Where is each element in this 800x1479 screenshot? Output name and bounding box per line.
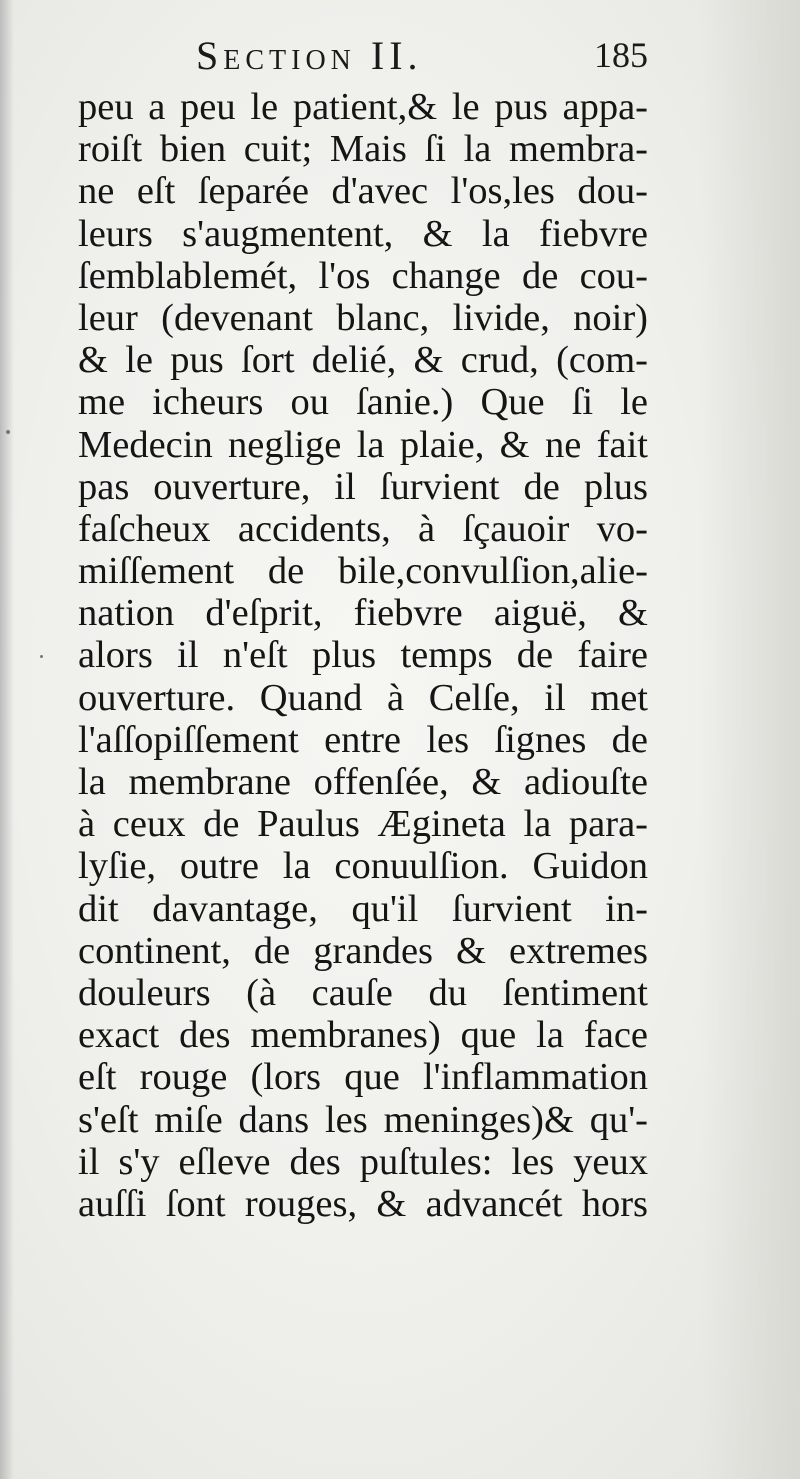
text-line-1: peu a peu le patient,& le pus appa- bbox=[78, 86, 648, 128]
text-line-21: continent, de grandes & extremes bbox=[78, 929, 648, 972]
page-gutter-shadow bbox=[0, 0, 14, 1479]
text-line-9: Medecin neglige la plaie, & ne fait bbox=[78, 423, 648, 466]
text-line-18: à ceux de Paulus Ægineta la para- bbox=[78, 803, 648, 846]
text-line-8: me icheurs ou ſanie.) Que ſi le bbox=[78, 381, 648, 424]
facing-page-bleed bbox=[700, 0, 800, 1479]
text-line-2: roiſt bien cuit; Mais ſi la membra- bbox=[78, 128, 648, 171]
text-line-19: lyſie, outre la conuulſion. Guidon bbox=[78, 845, 648, 888]
text-line-13: nation d'eſprit, fiebvre aiguë, & bbox=[78, 592, 648, 635]
text-line-16: l'aſſopiſſement entre les ſignes de bbox=[78, 718, 648, 761]
text-line-5: ſemblablemét, l'os change de cou- bbox=[78, 254, 648, 297]
text-line-27: auſſi ſont rouges, & advancét hors bbox=[78, 1182, 648, 1225]
text-line-17: la membrane offenſée, & adiouſte bbox=[78, 761, 648, 803]
text-line-3: ne eſt ſeparée d'avec l'os,les dou- bbox=[78, 170, 648, 213]
paper-speck bbox=[40, 655, 43, 658]
text-line-12: miſſement de bile,convulſion,alie- bbox=[78, 550, 648, 593]
text-line-6: leur (devenant blanc, livide, noir) bbox=[78, 296, 648, 339]
text-line-24: eſt rouge (lors que l'inflammation bbox=[78, 1056, 648, 1099]
page-header bbox=[78, 32, 648, 92]
text-line-11: faſcheux accidents, à ſçauoir vo- bbox=[78, 507, 648, 550]
text-line-10: pas ouverture, il ſurvient de plus bbox=[78, 465, 648, 508]
text-line-26: il s'y eſleve des puſtules: les yeux bbox=[78, 1140, 648, 1183]
text-line-25: s'eſt miſe dans les meninges)& qu'- bbox=[78, 1098, 648, 1141]
running-head: Section II. bbox=[196, 33, 423, 78]
body-text bbox=[78, 86, 648, 1225]
text-line-20: dit davantage, qu'il ſurvient in- bbox=[78, 887, 648, 930]
text-line-7: & le pus ſort delié, & crud, (com- bbox=[78, 339, 648, 382]
text-line-22: douleurs (à cauſe du ſentiment bbox=[78, 971, 648, 1014]
text-line-4: leurs s'augmentent, & la fiebvre bbox=[78, 212, 648, 255]
paper-speck bbox=[6, 430, 10, 434]
text-line-15: ouverture. Quand à Celſe, il met bbox=[78, 676, 648, 719]
text-line-14: alors il n'eſt plus temps de faire bbox=[78, 634, 648, 677]
page-number: 185 bbox=[594, 35, 648, 75]
text-line-23: exact des membranes) que la face bbox=[78, 1014, 648, 1057]
